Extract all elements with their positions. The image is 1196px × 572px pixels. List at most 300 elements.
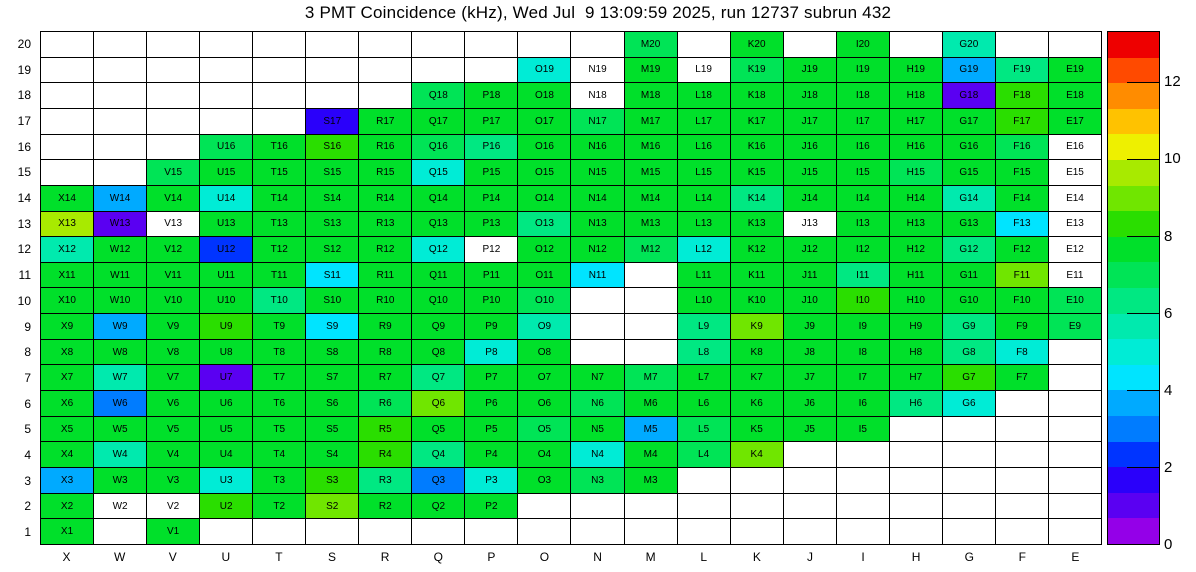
heatmap-cell-S10: S10 (306, 288, 359, 314)
heatmap-cell-I12: I12 (837, 237, 890, 263)
heatmap-cell-W20 (94, 32, 147, 58)
heatmap-cell-M15: M15 (625, 160, 678, 186)
colorbar-tick-label-0: 0 (1164, 536, 1173, 553)
column-label-V: V (168, 550, 177, 564)
heatmap-cell-W18 (94, 83, 147, 109)
heatmap-cell-X2: X2 (41, 494, 94, 520)
heatmap-cell-O5: O5 (518, 417, 571, 443)
heatmap-cell-T10: T10 (253, 288, 306, 314)
heatmap-cell-U18 (200, 83, 253, 109)
heatmap-cell-G8: G8 (943, 340, 996, 366)
heatmap-cell-N9 (571, 314, 624, 340)
heatmap-cell-X1: X1 (41, 519, 94, 545)
heatmap-cell-Q17: Q17 (412, 109, 465, 135)
heatmap-cell-U13: U13 (200, 212, 253, 238)
heatmap-cell-K11: K11 (731, 263, 784, 289)
heatmap-cell-K1 (731, 519, 784, 545)
heatmap-cell-I8: I8 (837, 340, 890, 366)
heatmap-cell-H19: H19 (890, 58, 943, 84)
heatmap-cell-N13: N13 (571, 212, 624, 238)
heatmap-cell-J9: J9 (784, 314, 837, 340)
heatmap-cell-R5: R5 (359, 417, 412, 443)
heatmap-cell-M5: M5 (625, 417, 678, 443)
heatmap-cell-R6: R6 (359, 391, 412, 417)
heatmap-cell-M11 (625, 263, 678, 289)
heatmap-cell-G11: G11 (943, 263, 996, 289)
heatmap-cell-T1 (253, 519, 306, 545)
heatmap-cell-K12: K12 (731, 237, 784, 263)
heatmap-cell-L16: L16 (678, 135, 731, 161)
heatmap-cell-Q3: Q3 (412, 468, 465, 494)
heatmap-cell-L17: L17 (678, 109, 731, 135)
heatmap-cell-I17: I17 (837, 109, 890, 135)
column-label-K: K (752, 550, 761, 564)
heatmap-cell-F13: F13 (996, 212, 1049, 238)
heatmap-cell-R12: R12 (359, 237, 412, 263)
heatmap-cell-H2 (890, 494, 943, 520)
heatmap-cell-N15: N15 (571, 160, 624, 186)
heatmap-cell-S18 (306, 83, 359, 109)
heatmap-cell-L15: L15 (678, 160, 731, 186)
heatmap-cell-I6: I6 (837, 391, 890, 417)
heatmap-cell-U11: U11 (200, 263, 253, 289)
heatmap-cell-F19: F19 (996, 58, 1049, 84)
heatmap-cell-M12: M12 (625, 237, 678, 263)
heatmap-cell-Q20 (412, 32, 465, 58)
heatmap-cell-N18: N18 (571, 83, 624, 109)
heatmap-cell-F6 (996, 391, 1049, 417)
row-label-15: 15 (17, 165, 31, 180)
heatmap-cell-S8: S8 (306, 340, 359, 366)
heatmap-cell-Q1 (412, 519, 465, 545)
heatmap-cell-J4 (784, 442, 837, 468)
heatmap-cell-I1 (837, 519, 890, 545)
heatmap-cell-Q11: Q11 (412, 263, 465, 289)
heatmap-cell-S7: S7 (306, 365, 359, 391)
heatmap-cell-U8: U8 (200, 340, 253, 366)
heatmap-cell-J13: J13 (784, 212, 837, 238)
heatmap-cell-E12: E12 (1049, 237, 1102, 263)
heatmap-cell-K16: K16 (731, 135, 784, 161)
heatmap-cell-U3: U3 (200, 468, 253, 494)
heatmap-cell-T13: T13 (253, 212, 306, 238)
heatmap-cell-S9: S9 (306, 314, 359, 340)
heatmap-cell-G16: G16 (943, 135, 996, 161)
heatmap-cell-T14: T14 (253, 186, 306, 212)
heatmap-cell-N19: N19 (571, 58, 624, 84)
heatmap-cell-N2 (571, 494, 624, 520)
heatmap-cell-W12: W12 (94, 237, 147, 263)
heatmap-cell-Q8: Q8 (412, 340, 465, 366)
heatmap-cell-H10: H10 (890, 288, 943, 314)
row-label-18: 18 (17, 88, 31, 103)
heatmap-cell-P6: P6 (465, 391, 518, 417)
heatmap-cell-K9: K9 (731, 314, 784, 340)
x-axis-column-labels (40, 548, 1102, 566)
heatmap-cell-O1 (518, 519, 571, 545)
heatmap-cell-X5: X5 (41, 417, 94, 443)
heatmap-cell-N16: N16 (571, 135, 624, 161)
heatmap-cell-O11: O11 (518, 263, 571, 289)
heatmap-cell-L12: L12 (678, 237, 731, 263)
heatmap-cell-G19: G19 (943, 58, 996, 84)
heatmap-cell-K7: K7 (731, 365, 784, 391)
heatmap-cell-T19 (253, 58, 306, 84)
heatmap-cell-F20 (996, 32, 1049, 58)
colorbar-tick-label-10: 10 (1164, 150, 1181, 168)
heatmap-cell-F10: F10 (996, 288, 1049, 314)
column-label-O: O (539, 550, 550, 564)
heatmap-cell-I2 (837, 494, 890, 520)
heatmap-cell-U4: U4 (200, 442, 253, 468)
heatmap-cell-G2 (943, 494, 996, 520)
heatmap-cell-S16: S16 (306, 135, 359, 161)
heatmap-cell-M16: M16 (625, 135, 678, 161)
heatmap-cell-X12: X12 (41, 237, 94, 263)
heatmap-cell-K4: K4 (731, 442, 784, 468)
heatmap-cell-V3: V3 (147, 468, 200, 494)
heatmap-cell-X13: X13 (41, 212, 94, 238)
colorbar-band-2 (1108, 467, 1159, 493)
heatmap-cell-U12: U12 (200, 237, 253, 263)
colorbar-band-6 (1108, 365, 1159, 391)
heatmap-cell-S6: S6 (306, 391, 359, 417)
heatmap-cell-L3 (678, 468, 731, 494)
heatmap-cell-S17: S17 (306, 109, 359, 135)
heatmap-cell-T3: T3 (253, 468, 306, 494)
heatmap-cell-J5: J5 (784, 417, 837, 443)
heatmap-cell-H17: H17 (890, 109, 943, 135)
heatmap-cell-L13: L13 (678, 212, 731, 238)
heatmap-cell-O18: O18 (518, 83, 571, 109)
heatmap-cell-I19: I19 (837, 58, 890, 84)
heatmap-cell-X15 (41, 160, 94, 186)
heatmap-cell-G1 (943, 519, 996, 545)
colorbar-tick-2 (1127, 467, 1160, 468)
heatmap-cell-P2: P2 (465, 494, 518, 520)
heatmap-cell-L1 (678, 519, 731, 545)
row-label-14: 14 (17, 191, 31, 206)
heatmap-cell-H11: H11 (890, 263, 943, 289)
y-axis-row-labels (0, 31, 34, 545)
heatmap-cell-U20 (200, 32, 253, 58)
heatmap-cell-U5: U5 (200, 417, 253, 443)
heatmap-cell-P16: P16 (465, 135, 518, 161)
heatmap-cell-O17: O17 (518, 109, 571, 135)
heatmap-cell-P4: P4 (465, 442, 518, 468)
column-label-H: H (911, 550, 921, 564)
heatmap-cell-W15 (94, 160, 147, 186)
heatmap-cell-I13: I13 (837, 212, 890, 238)
heatmap-cell-O10: O10 (518, 288, 571, 314)
row-label-20: 20 (17, 36, 31, 51)
column-label-L: L (700, 550, 708, 564)
heatmap-cell-T9: T9 (253, 314, 306, 340)
row-label-16: 16 (17, 139, 31, 154)
heatmap-cell-S1 (306, 519, 359, 545)
heatmap-cell-M4: M4 (625, 442, 678, 468)
heatmap-cell-K19: K19 (731, 58, 784, 84)
heatmap-cell-Q2: Q2 (412, 494, 465, 520)
colorbar-tick-10 (1127, 159, 1160, 160)
heatmap-cell-W9: W9 (94, 314, 147, 340)
heatmap-cell-T17 (253, 109, 306, 135)
heatmap-cell-O9: O9 (518, 314, 571, 340)
heatmap-cell-L10: L10 (678, 288, 731, 314)
heatmap-cell-E10: E10 (1049, 288, 1102, 314)
heatmap-cell-X4: X4 (41, 442, 94, 468)
heatmap-cell-X9: X9 (41, 314, 94, 340)
heatmap-cell-N7: N7 (571, 365, 624, 391)
heatmap-cell-F18: F18 (996, 83, 1049, 109)
column-label-M: M (645, 550, 656, 564)
heatmap-cell-Q4: Q4 (412, 442, 465, 468)
heatmap-cell-T8: T8 (253, 340, 306, 366)
heatmap-cell-X8: X8 (41, 340, 94, 366)
heatmap-cell-X10: X10 (41, 288, 94, 314)
heatmap-cell-V7: V7 (147, 365, 200, 391)
heatmap-cell-W19 (94, 58, 147, 84)
heatmap-cell-H4 (890, 442, 943, 468)
heatmap-cell-R1 (359, 519, 412, 545)
heatmap-cell-O7: O7 (518, 365, 571, 391)
heatmap-cell-G3 (943, 468, 996, 494)
heatmap-cell-P15: P15 (465, 160, 518, 186)
heatmap-cell-G12: G12 (943, 237, 996, 263)
heatmap-cell-E18: E18 (1049, 83, 1102, 109)
heatmap-cell-T4: T4 (253, 442, 306, 468)
column-label-Q: Q (433, 550, 443, 564)
heatmap-cell-F12: F12 (996, 237, 1049, 263)
heatmap-cell-V17 (147, 109, 200, 135)
heatmap-cell-J7: J7 (784, 365, 837, 391)
heatmap-cell-U9: U9 (200, 314, 253, 340)
heatmap-cell-E20 (1049, 32, 1102, 58)
heatmap-cell-V18 (147, 83, 200, 109)
heatmap-cell-L6: L6 (678, 391, 731, 417)
heatmap-cell-E16: E16 (1049, 135, 1102, 161)
column-label-U: U (221, 550, 231, 564)
heatmap-cell-I3 (837, 468, 890, 494)
heatmap-cell-O6: O6 (518, 391, 571, 417)
heatmap-cell-W1 (94, 519, 147, 545)
column-label-X: X (62, 550, 71, 564)
heatmap-cell-I7: I7 (837, 365, 890, 391)
heatmap-cell-W4: W4 (94, 442, 147, 468)
heatmap-cell-M10 (625, 288, 678, 314)
heatmap-cell-P9: P9 (465, 314, 518, 340)
heatmap-cell-R15: R15 (359, 160, 412, 186)
heatmap-cell-H12: H12 (890, 237, 943, 263)
heatmap-cell-K3 (731, 468, 784, 494)
column-label-F: F (1018, 550, 1027, 564)
heatmap-cell-Q10: Q10 (412, 288, 465, 314)
heatmap-cell-T7: T7 (253, 365, 306, 391)
row-label-3: 3 (24, 473, 31, 488)
heatmap-grid (40, 31, 1102, 545)
heatmap-cell-J10: J10 (784, 288, 837, 314)
heatmap-cell-W3: W3 (94, 468, 147, 494)
heatmap-cell-R19 (359, 58, 412, 84)
heatmap-cell-E2 (1049, 494, 1102, 520)
heatmap-cell-L2 (678, 494, 731, 520)
heatmap-cell-J19: J19 (784, 58, 837, 84)
heatmap-cell-F1 (996, 519, 1049, 545)
heatmap-cell-P20 (465, 32, 518, 58)
heatmap-cell-S4: S4 (306, 442, 359, 468)
heatmap-cell-W2: W2 (94, 494, 147, 520)
colorbar-band-19 (1108, 32, 1159, 58)
colorbar-tick-label-8: 8 (1164, 227, 1173, 245)
heatmap-cell-V15: V15 (147, 160, 200, 186)
heatmap-cell-P18: P18 (465, 83, 518, 109)
heatmap-cell-W16 (94, 135, 147, 161)
colorbar-band-7 (1108, 339, 1159, 365)
colorbar-tick-label-6: 6 (1164, 304, 1173, 322)
column-label-S: S (328, 550, 337, 564)
heatmap-cell-X19 (41, 58, 94, 84)
heatmap-cell-V9: V9 (147, 314, 200, 340)
heatmap-cell-J2 (784, 494, 837, 520)
heatmap-cell-K5: K5 (731, 417, 784, 443)
heatmap-cell-L7: L7 (678, 365, 731, 391)
heatmap-cell-X18 (41, 83, 94, 109)
heatmap-cell-T18 (253, 83, 306, 109)
heatmap-cell-L5: L5 (678, 417, 731, 443)
heatmap-cell-E14: E14 (1049, 186, 1102, 212)
heatmap-cell-P8: P8 (465, 340, 518, 366)
heatmap-cell-M20: M20 (625, 32, 678, 58)
heatmap-cell-X11: X11 (41, 263, 94, 289)
heatmap-cell-R17: R17 (359, 109, 412, 135)
heatmap-cell-P7: P7 (465, 365, 518, 391)
heatmap-cell-E5 (1049, 417, 1102, 443)
heatmap-cell-M8 (625, 340, 678, 366)
row-label-5: 5 (24, 422, 31, 437)
heatmap-cell-T6: T6 (253, 391, 306, 417)
heatmap-cell-I10: I10 (837, 288, 890, 314)
heatmap-cell-V11: V11 (147, 263, 200, 289)
heatmap-cell-W13: W13 (94, 212, 147, 238)
heatmap-cell-S11: S11 (306, 263, 359, 289)
heatmap-cell-E4 (1049, 442, 1102, 468)
heatmap-cell-K2 (731, 494, 784, 520)
heatmap-cell-X20 (41, 32, 94, 58)
heatmap-cell-W17 (94, 109, 147, 135)
heatmap-cell-M17: M17 (625, 109, 678, 135)
row-label-11: 11 (18, 268, 31, 283)
heatmap-cell-H15: H15 (890, 160, 943, 186)
heatmap-cell-M7: M7 (625, 365, 678, 391)
heatmap-cell-V6: V6 (147, 391, 200, 417)
heatmap-cell-O19: O19 (518, 58, 571, 84)
heatmap-cell-O13: O13 (518, 212, 571, 238)
heatmap-cell-J15: J15 (784, 160, 837, 186)
heatmap-cell-I14: I14 (837, 186, 890, 212)
heatmap-cell-P10: P10 (465, 288, 518, 314)
heatmap-cell-E17: E17 (1049, 109, 1102, 135)
heatmap-cell-R10: R10 (359, 288, 412, 314)
heatmap-cell-I5: I5 (837, 417, 890, 443)
heatmap-cell-V20 (147, 32, 200, 58)
colorbar-band-15 (1108, 134, 1159, 160)
heatmap-cell-K13: K13 (731, 212, 784, 238)
heatmap-cell-R11: R11 (359, 263, 412, 289)
colorbar-band-4 (1108, 416, 1159, 442)
heatmap-cell-P19 (465, 58, 518, 84)
heatmap-cell-E8 (1049, 340, 1102, 366)
heatmap-cell-E6 (1049, 391, 1102, 417)
heatmap-cell-W14: W14 (94, 186, 147, 212)
heatmap-cell-W5: W5 (94, 417, 147, 443)
heatmap-cell-H7: H7 (890, 365, 943, 391)
heatmap-cell-W6: W6 (94, 391, 147, 417)
heatmap-cell-U2: U2 (200, 494, 253, 520)
row-label-7: 7 (24, 370, 31, 385)
heatmap-cell-X6: X6 (41, 391, 94, 417)
colorbar-band-0 (1108, 518, 1159, 544)
row-label-4: 4 (24, 448, 31, 463)
heatmap-cell-Q5: Q5 (412, 417, 465, 443)
heatmap-cell-P11: P11 (465, 263, 518, 289)
heatmap-cell-O20 (518, 32, 571, 58)
colorbar-band-8 (1108, 314, 1159, 340)
heatmap-cell-Q12: Q12 (412, 237, 465, 263)
heatmap-cell-X7: X7 (41, 365, 94, 391)
heatmap-cell-G7: G7 (943, 365, 996, 391)
heatmap-cell-K20: K20 (731, 32, 784, 58)
heatmap-cell-V14: V14 (147, 186, 200, 212)
row-label-10: 10 (17, 293, 31, 308)
heatmap-cell-T15: T15 (253, 160, 306, 186)
heatmap-cell-P3: P3 (465, 468, 518, 494)
heatmap-cell-S3: S3 (306, 468, 359, 494)
heatmap-cell-V12: V12 (147, 237, 200, 263)
heatmap-cell-R4: R4 (359, 442, 412, 468)
row-label-13: 13 (17, 216, 31, 231)
heatmap-cell-E9: E9 (1049, 314, 1102, 340)
heatmap-cell-O12: O12 (518, 237, 571, 263)
heatmap-cell-M2 (625, 494, 678, 520)
heatmap-cell-I4 (837, 442, 890, 468)
heatmap-cell-G14: G14 (943, 186, 996, 212)
heatmap-cell-O2 (518, 494, 571, 520)
heatmap-cell-I18: I18 (837, 83, 890, 109)
heatmap-cell-E15: E15 (1049, 160, 1102, 186)
heatmap-cell-W8: W8 (94, 340, 147, 366)
heatmap-cell-J12: J12 (784, 237, 837, 263)
column-label-I: I (861, 550, 865, 564)
heatmap-cell-H14: H14 (890, 186, 943, 212)
heatmap-cell-U17 (200, 109, 253, 135)
heatmap-cell-J11: J11 (784, 263, 837, 289)
heatmap-cell-P14: P14 (465, 186, 518, 212)
row-label-17: 17 (17, 113, 31, 128)
colorbar-band-14 (1108, 160, 1159, 186)
heatmap-cell-U6: U6 (200, 391, 253, 417)
heatmap-cell-V1: V1 (147, 519, 200, 545)
heatmap-cell-L8: L8 (678, 340, 731, 366)
heatmap-cell-G10: G10 (943, 288, 996, 314)
colorbar-band-9 (1108, 288, 1159, 314)
heatmap-cell-F2 (996, 494, 1049, 520)
colorbar-band-11 (1108, 237, 1159, 263)
heatmap-cell-N4: N4 (571, 442, 624, 468)
heatmap-cell-V8: V8 (147, 340, 200, 366)
heatmap-cell-J3 (784, 468, 837, 494)
heatmap-cell-K15: K15 (731, 160, 784, 186)
colorbar-band-12 (1108, 211, 1159, 237)
